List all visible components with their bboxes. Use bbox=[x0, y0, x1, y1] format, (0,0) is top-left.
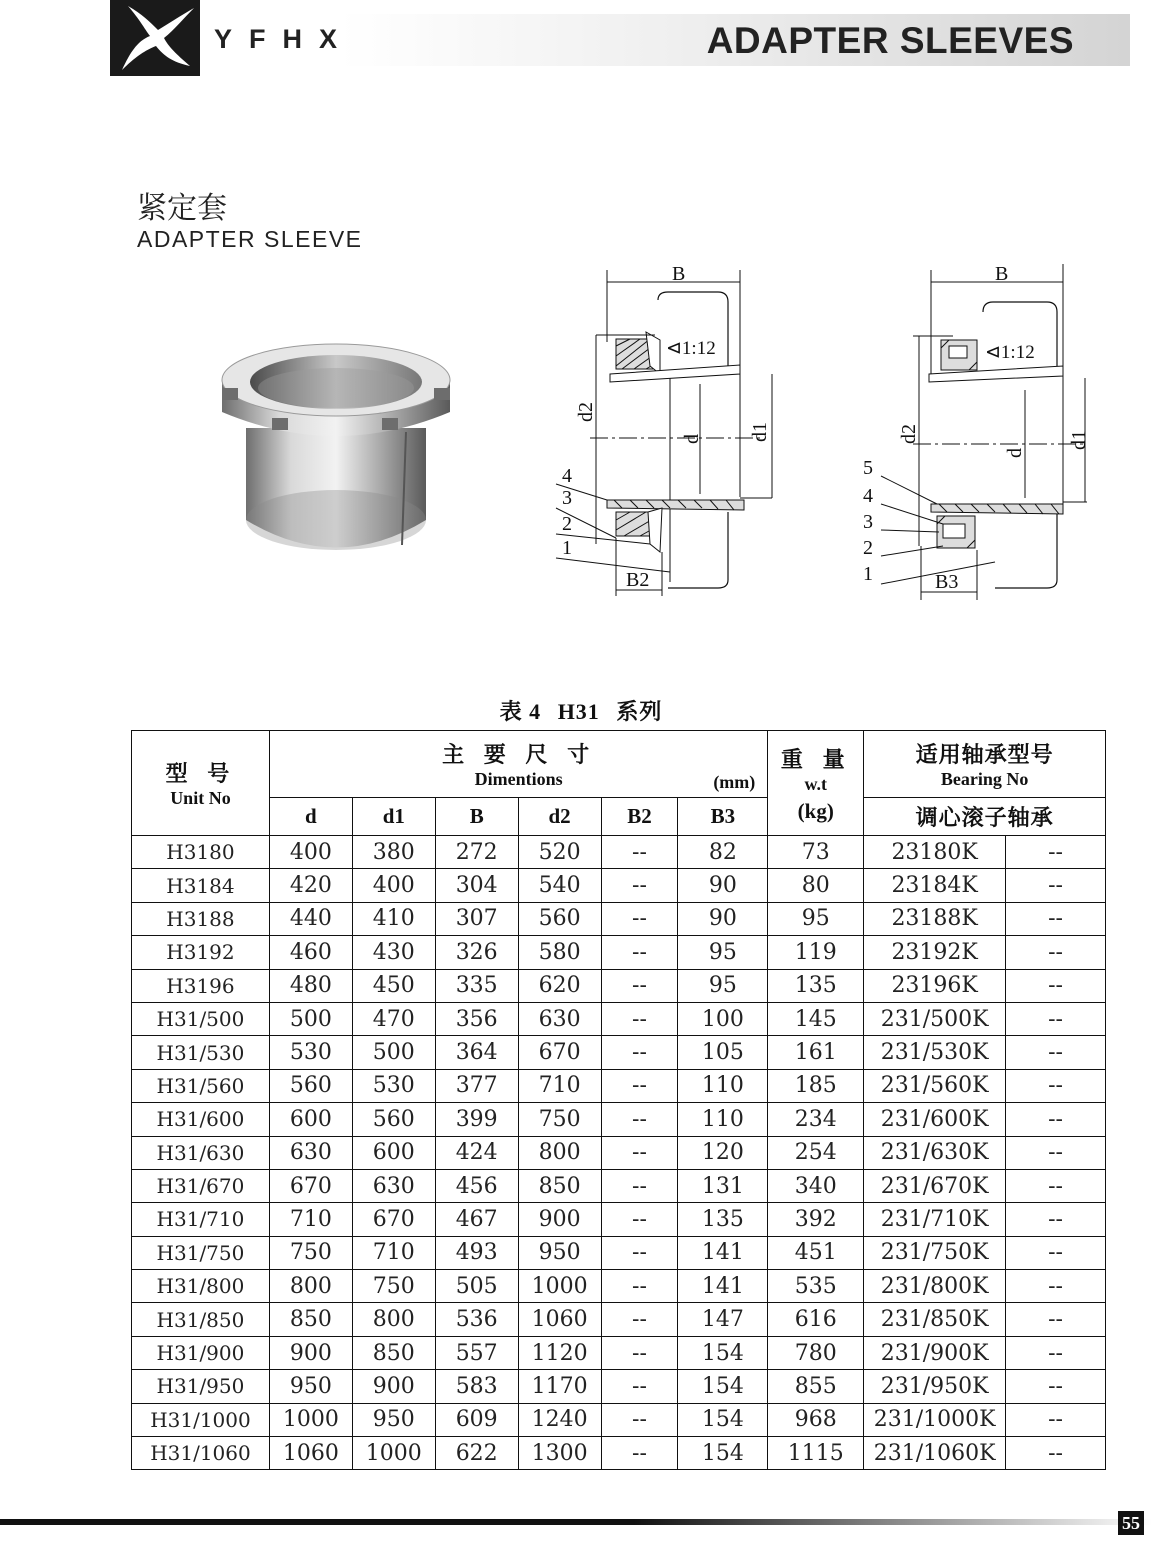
part-label-1: 1 bbox=[863, 563, 873, 585]
table-cell: 154 bbox=[678, 1370, 768, 1403]
unit-no-cell: H31/560 bbox=[132, 1069, 270, 1102]
unit-no-cell: H31/670 bbox=[132, 1169, 270, 1202]
table-cell: 850 bbox=[518, 1169, 601, 1202]
label-b2: B2 bbox=[626, 569, 650, 591]
table-cell: 399 bbox=[435, 1103, 518, 1136]
table-cell: -- bbox=[1006, 1069, 1106, 1102]
part-label-2: 2 bbox=[863, 537, 873, 559]
table-cell: -- bbox=[1006, 1169, 1106, 1202]
table-cell: -- bbox=[1006, 936, 1106, 969]
header-bearing: 适用轴承型号 Bearing No bbox=[864, 731, 1106, 798]
table-row bbox=[132, 936, 1106, 969]
table-cell: 467 bbox=[435, 1203, 518, 1236]
table-cell: 750 bbox=[269, 1236, 352, 1269]
table-cell: -- bbox=[601, 1403, 678, 1436]
table-cell: 800 bbox=[518, 1136, 601, 1169]
table-cell: 470 bbox=[352, 1002, 435, 1035]
table-cell: 750 bbox=[518, 1103, 601, 1136]
table-cell: 968 bbox=[768, 1403, 864, 1436]
table-cell: 364 bbox=[435, 1036, 518, 1069]
unit-no-cell: H31/950 bbox=[132, 1370, 270, 1403]
table-cell: 630 bbox=[518, 1002, 601, 1035]
table-cell: 560 bbox=[352, 1103, 435, 1136]
technical-drawing-b3 bbox=[855, 262, 1095, 607]
label-taper: ⊲1:12 bbox=[985, 342, 1035, 363]
table-row bbox=[132, 1036, 1106, 1069]
table-cell: 145 bbox=[768, 1002, 864, 1035]
table-cell: 622 bbox=[435, 1437, 518, 1470]
table-cell: 400 bbox=[269, 836, 352, 869]
table-cell: 1000 bbox=[518, 1270, 601, 1303]
table-cell: 600 bbox=[269, 1103, 352, 1136]
table-cell: 710 bbox=[352, 1236, 435, 1269]
table-cell: -- bbox=[1006, 1270, 1106, 1303]
label-b: B bbox=[672, 263, 686, 285]
table-cell: -- bbox=[1006, 1103, 1106, 1136]
table-cell: -- bbox=[601, 1370, 678, 1403]
header-weight: 重 量 w.t (kg) bbox=[768, 731, 864, 836]
table-cell: 231/630K bbox=[864, 1136, 1006, 1169]
table-cell: 119 bbox=[768, 936, 864, 969]
table-row bbox=[132, 1069, 1106, 1102]
table-cell: 430 bbox=[352, 936, 435, 969]
table-cell: 609 bbox=[435, 1403, 518, 1436]
table-cell: -- bbox=[1006, 1136, 1106, 1169]
table-cell: 234 bbox=[768, 1103, 864, 1136]
col-d: d bbox=[269, 798, 352, 836]
table-cell: 272 bbox=[435, 836, 518, 869]
table-cell: 23180K bbox=[864, 836, 1006, 869]
section-title-cn: 紧定套 bbox=[137, 191, 227, 226]
table-cell: 505 bbox=[435, 1270, 518, 1303]
table-cell: 100 bbox=[678, 1002, 768, 1035]
table-cell: 1120 bbox=[518, 1336, 601, 1369]
table-cell: 231/530K bbox=[864, 1036, 1006, 1069]
table-cell: 530 bbox=[352, 1069, 435, 1102]
part-label-4: 4 bbox=[562, 465, 572, 487]
col-b3: B3 bbox=[678, 798, 768, 836]
table-cell: 1115 bbox=[768, 1437, 864, 1470]
table-cell: 231/670K bbox=[864, 1169, 1006, 1202]
table-cell: 90 bbox=[678, 902, 768, 935]
table-cell: 73 bbox=[768, 836, 864, 869]
table-cell: 131 bbox=[678, 1169, 768, 1202]
table-cell: 410 bbox=[352, 902, 435, 935]
table-cell: 451 bbox=[768, 1236, 864, 1269]
table-cell: -- bbox=[601, 1002, 678, 1035]
table-cell: 557 bbox=[435, 1336, 518, 1369]
table-cell: 185 bbox=[768, 1069, 864, 1102]
table-cell: 377 bbox=[435, 1069, 518, 1102]
table-cell: 520 bbox=[518, 836, 601, 869]
table-cell: 135 bbox=[768, 969, 864, 1002]
col-d1: d1 bbox=[352, 798, 435, 836]
adapter-sleeve-photo bbox=[212, 340, 472, 565]
table-cell: -- bbox=[601, 1270, 678, 1303]
table-cell: 95 bbox=[768, 902, 864, 935]
table-cell: 560 bbox=[269, 1069, 352, 1102]
table-cell: 23196K bbox=[864, 969, 1006, 1002]
table-cell: -- bbox=[601, 1069, 678, 1102]
table-row bbox=[132, 1336, 1106, 1369]
table-cell: -- bbox=[601, 869, 678, 902]
unit-no-cell: H31/850 bbox=[132, 1303, 270, 1336]
table-cell: 231/950K bbox=[864, 1370, 1006, 1403]
unit-no-cell: H3184 bbox=[132, 869, 270, 902]
table-cell: 500 bbox=[352, 1036, 435, 1069]
table-cell: 161 bbox=[768, 1036, 864, 1069]
table-cell: -- bbox=[601, 902, 678, 935]
table-cell: 231/710K bbox=[864, 1203, 1006, 1236]
label-d2: d2 bbox=[898, 424, 920, 444]
unit-no-cell: H31/1000 bbox=[132, 1403, 270, 1436]
table-cell: 500 bbox=[269, 1002, 352, 1035]
table-cell: 231/600K bbox=[864, 1103, 1006, 1136]
page-title: ADAPTER SLEEVES bbox=[706, 20, 1074, 61]
unit-no-cell: H3192 bbox=[132, 936, 270, 969]
table-cell: 670 bbox=[352, 1203, 435, 1236]
table-caption bbox=[0, 695, 1152, 726]
table-cell: 456 bbox=[435, 1169, 518, 1202]
table-cell: -- bbox=[1006, 1203, 1106, 1236]
table-cell: 855 bbox=[768, 1370, 864, 1403]
table-cell: 231/750K bbox=[864, 1236, 1006, 1269]
table-cell: -- bbox=[1006, 1303, 1106, 1336]
table-cell: 135 bbox=[678, 1203, 768, 1236]
table-row bbox=[132, 836, 1106, 869]
footer-bar bbox=[0, 1519, 1152, 1525]
table-row bbox=[132, 1236, 1106, 1269]
table-cell: 356 bbox=[435, 1002, 518, 1035]
table-cell: 800 bbox=[352, 1303, 435, 1336]
table-row bbox=[132, 1136, 1106, 1169]
table-cell: 620 bbox=[518, 969, 601, 1002]
table-cell: -- bbox=[1006, 1336, 1106, 1369]
table-cell: 231/1000K bbox=[864, 1403, 1006, 1436]
table-row bbox=[132, 969, 1106, 1002]
table-cell: 440 bbox=[269, 902, 352, 935]
table-cell: 147 bbox=[678, 1303, 768, 1336]
label-d2: d2 bbox=[575, 402, 597, 422]
table-cell: 141 bbox=[678, 1236, 768, 1269]
table-cell: 1060 bbox=[518, 1303, 601, 1336]
table-cell: -- bbox=[601, 1203, 678, 1236]
part-label-5: 5 bbox=[863, 457, 873, 479]
table-cell: 424 bbox=[435, 1136, 518, 1169]
table-cell: 780 bbox=[768, 1336, 864, 1369]
table-cell: 307 bbox=[435, 902, 518, 935]
table-cell: 154 bbox=[678, 1403, 768, 1436]
table-cell: 95 bbox=[678, 936, 768, 969]
table-cell: 670 bbox=[269, 1169, 352, 1202]
table-cell: 710 bbox=[518, 1069, 601, 1102]
table-cell: 80 bbox=[768, 869, 864, 902]
table-cell: 1300 bbox=[518, 1437, 601, 1470]
table-cell: 231/900K bbox=[864, 1336, 1006, 1369]
part-label-3: 3 bbox=[562, 487, 572, 509]
table-cell: -- bbox=[601, 1136, 678, 1169]
table-cell: 154 bbox=[678, 1437, 768, 1470]
table-cell: -- bbox=[601, 1103, 678, 1136]
table-cell: 400 bbox=[352, 869, 435, 902]
table-cell: 23188K bbox=[864, 902, 1006, 935]
label-d1: d1 bbox=[749, 422, 771, 442]
label-d: d bbox=[681, 434, 703, 444]
table-cell: 254 bbox=[768, 1136, 864, 1169]
table-cell: 950 bbox=[518, 1236, 601, 1269]
brand-name: YFHX bbox=[214, 24, 355, 54]
table-cell: 340 bbox=[768, 1169, 864, 1202]
table-cell: 23184K bbox=[864, 869, 1006, 902]
table-body bbox=[132, 836, 1106, 1470]
table-cell: 335 bbox=[435, 969, 518, 1002]
table-row bbox=[132, 1002, 1106, 1035]
part-label-3: 3 bbox=[863, 511, 873, 533]
specification-table bbox=[131, 730, 1106, 1470]
table-cell: 800 bbox=[269, 1270, 352, 1303]
table-cell: 530 bbox=[269, 1036, 352, 1069]
table-cell: -- bbox=[601, 1437, 678, 1470]
table-cell: -- bbox=[1006, 1236, 1106, 1269]
label-d1: d1 bbox=[1068, 430, 1090, 450]
table-cell: 1240 bbox=[518, 1403, 601, 1436]
table-cell: 90 bbox=[678, 869, 768, 902]
table-cell: 616 bbox=[768, 1303, 864, 1336]
table-cell: 493 bbox=[435, 1236, 518, 1269]
table-cell: -- bbox=[601, 1169, 678, 1202]
col-d2: d2 bbox=[518, 798, 601, 836]
table-cell: 82 bbox=[678, 836, 768, 869]
caption-suffix: 系列 bbox=[616, 699, 663, 724]
col-b2: B2 bbox=[601, 798, 678, 836]
table-row bbox=[132, 902, 1106, 935]
part-label-2: 2 bbox=[562, 513, 572, 535]
table-cell: -- bbox=[1006, 1437, 1106, 1470]
table-cell: -- bbox=[601, 1036, 678, 1069]
table-cell: 231/1060K bbox=[864, 1437, 1006, 1470]
table-cell: 1000 bbox=[352, 1437, 435, 1470]
table-row bbox=[132, 1437, 1106, 1470]
page-number: 55 bbox=[1118, 1511, 1144, 1535]
table-cell: 326 bbox=[435, 936, 518, 969]
label-b3: B3 bbox=[935, 571, 959, 593]
table-cell: 231/500K bbox=[864, 1002, 1006, 1035]
table-cell: 850 bbox=[352, 1336, 435, 1369]
table-cell: 535 bbox=[768, 1270, 864, 1303]
table-cell: 580 bbox=[518, 936, 601, 969]
page-header bbox=[0, 0, 1152, 80]
unit-no-cell: H31/1060 bbox=[132, 1437, 270, 1470]
table-cell: 1060 bbox=[269, 1437, 352, 1470]
table-cell: 560 bbox=[518, 902, 601, 935]
unit-no-cell: H31/750 bbox=[132, 1236, 270, 1269]
table-cell: 950 bbox=[352, 1403, 435, 1436]
table-cell: 231/560K bbox=[864, 1069, 1006, 1102]
label-b: B bbox=[995, 263, 1009, 285]
table-cell: -- bbox=[1006, 1403, 1106, 1436]
table-cell: 105 bbox=[678, 1036, 768, 1069]
table-cell: 950 bbox=[269, 1370, 352, 1403]
table-cell: -- bbox=[601, 836, 678, 869]
label-taper: ⊲1:12 bbox=[666, 338, 716, 359]
table-cell: 540 bbox=[518, 869, 601, 902]
unit-no-cell: H3196 bbox=[132, 969, 270, 1002]
unit-no-cell: H3188 bbox=[132, 902, 270, 935]
table-cell: 536 bbox=[435, 1303, 518, 1336]
unit-no-cell: H31/500 bbox=[132, 1002, 270, 1035]
header-dimensions: 主 要 尺 寸 Dimentions (mm) bbox=[269, 731, 767, 798]
table-cell: 900 bbox=[352, 1370, 435, 1403]
table-cell: 460 bbox=[269, 936, 352, 969]
table-cell: 231/800K bbox=[864, 1270, 1006, 1303]
unit-no-cell: H31/630 bbox=[132, 1136, 270, 1169]
unit-no-cell: H31/600 bbox=[132, 1103, 270, 1136]
table-cell: 710 bbox=[269, 1203, 352, 1236]
table-cell: 120 bbox=[678, 1136, 768, 1169]
table-cell: 154 bbox=[678, 1336, 768, 1369]
table-cell: 95 bbox=[678, 969, 768, 1002]
table-cell: -- bbox=[1006, 1370, 1106, 1403]
table-cell: 630 bbox=[269, 1136, 352, 1169]
table-cell: 420 bbox=[269, 869, 352, 902]
table-cell: 141 bbox=[678, 1270, 768, 1303]
table-cell: 850 bbox=[269, 1303, 352, 1336]
table-cell: -- bbox=[1006, 902, 1106, 935]
table-cell: 480 bbox=[269, 969, 352, 1002]
table-row bbox=[132, 869, 1106, 902]
section-title-en: ADAPTER SLEEVE bbox=[137, 226, 363, 252]
table-cell: 750 bbox=[352, 1270, 435, 1303]
table-cell: -- bbox=[1006, 1002, 1106, 1035]
unit-no-cell: H31/710 bbox=[132, 1203, 270, 1236]
table-cell: 450 bbox=[352, 969, 435, 1002]
table-cell: 670 bbox=[518, 1036, 601, 1069]
caption-series: H31 bbox=[557, 699, 600, 724]
table-cell: -- bbox=[1006, 1036, 1106, 1069]
part-label-1: 1 bbox=[562, 537, 572, 559]
technical-drawing-b2 bbox=[550, 262, 790, 607]
table-cell: 23192K bbox=[864, 936, 1006, 969]
unit-no-cell: H31/900 bbox=[132, 1336, 270, 1369]
table-cell: 1000 bbox=[269, 1403, 352, 1436]
header-model: 型 号 Unit No bbox=[132, 731, 270, 836]
table-cell: 231/850K bbox=[864, 1303, 1006, 1336]
table-row bbox=[132, 1270, 1106, 1303]
table-cell: 110 bbox=[678, 1103, 768, 1136]
table-row bbox=[132, 1370, 1106, 1403]
table-cell: 583 bbox=[435, 1370, 518, 1403]
table-cell: -- bbox=[1006, 969, 1106, 1002]
table-cell: -- bbox=[601, 1236, 678, 1269]
table-cell: 110 bbox=[678, 1069, 768, 1102]
table-cell: -- bbox=[601, 1303, 678, 1336]
col-b: B bbox=[435, 798, 518, 836]
table-cell: 900 bbox=[518, 1203, 601, 1236]
part-label-4: 4 bbox=[863, 485, 873, 507]
table-row bbox=[132, 1303, 1106, 1336]
table-cell: 900 bbox=[269, 1336, 352, 1369]
unit-no-cell: H3180 bbox=[132, 836, 270, 869]
table-cell: 392 bbox=[768, 1203, 864, 1236]
unit-no-cell: H31/530 bbox=[132, 1036, 270, 1069]
unit-no-cell: H31/800 bbox=[132, 1270, 270, 1303]
table-cell: -- bbox=[601, 1336, 678, 1369]
table-cell: -- bbox=[601, 936, 678, 969]
header-bearing-type: 调心滚子轴承 bbox=[864, 798, 1106, 836]
table-row bbox=[132, 1403, 1106, 1436]
brand-logo-icon bbox=[110, 0, 200, 76]
table-cell: 600 bbox=[352, 1136, 435, 1169]
table-cell: 630 bbox=[352, 1169, 435, 1202]
table-cell: 304 bbox=[435, 869, 518, 902]
table-cell: -- bbox=[601, 969, 678, 1002]
label-d: d bbox=[1004, 448, 1026, 458]
table-row bbox=[132, 1103, 1106, 1136]
table-row bbox=[132, 1203, 1106, 1236]
table-cell: -- bbox=[1006, 869, 1106, 902]
table-cell: -- bbox=[1006, 836, 1106, 869]
table-cell: 380 bbox=[352, 836, 435, 869]
caption-prefix: 表 4 bbox=[499, 699, 542, 724]
table-row bbox=[132, 1169, 1106, 1202]
table-cell: 1170 bbox=[518, 1370, 601, 1403]
